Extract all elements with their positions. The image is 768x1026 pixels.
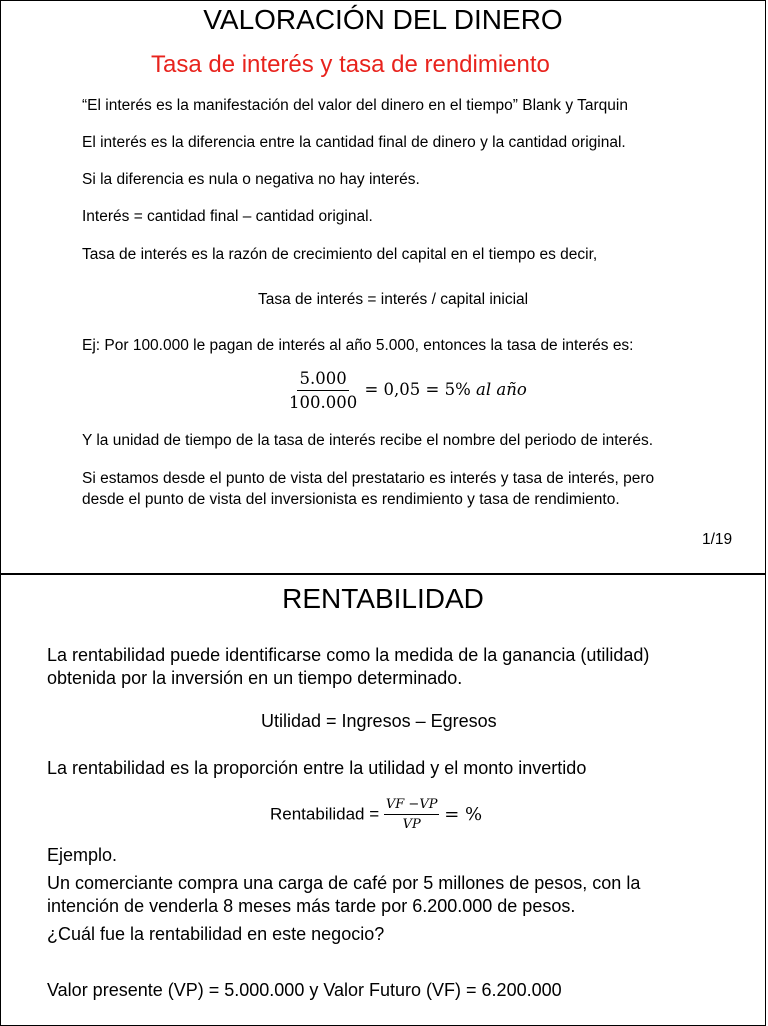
period-text: Y la unidad de tiempo de la tasa de interés recibe el nombre del periodo de interés. bbox=[82, 432, 653, 449]
rate-result: = 0,05 = 5% bbox=[364, 380, 471, 399]
rate-denominator: 100.000 bbox=[289, 393, 358, 412]
rate-definition: Tasa de interés es la razón de crecimiento del capital en el tiempo es decir, bbox=[82, 246, 598, 263]
rentabilidad-denominator: VP bbox=[402, 817, 421, 832]
values-text: Valor presente (VP) = 5.000.000 y Valor Futuro (VF) = 6.200.000 bbox=[47, 980, 562, 1000]
slide-1-subtitle: Tasa de interés y tasa de rendimiento bbox=[151, 51, 550, 78]
interest-formula-text: Interés = cantidad final – cantidad original. bbox=[82, 208, 373, 225]
rentabilidad-fraction bbox=[384, 797, 440, 832]
no-interest-text: Si la diferencia es nula o negativa no hay interés. bbox=[82, 171, 420, 188]
rentabilidad-numerator: VF −VP bbox=[384, 797, 440, 815]
page-number: 1/19 bbox=[702, 531, 733, 548]
slide-2 bbox=[0, 574, 766, 1026]
proportion-text: La rentabilidad es la proporción entre la utilidad y el monto invertido bbox=[47, 758, 587, 778]
interest-definition: El interés es la diferencia entre la cantidad final de dinero y la cantidad original. bbox=[82, 134, 626, 151]
utility-formula: Utilidad = Ingresos – Egresos bbox=[261, 711, 497, 731]
example-text: Ej: Por 100.000 le pagan de interés al año 5.000, entonces la tasa de interés es: bbox=[82, 337, 634, 354]
viewpoint-text-line-2: desde el punto de vista del inversionista es rendimiento y tasa de rendimiento. bbox=[82, 491, 620, 508]
ejemplo-heading: Ejemplo. bbox=[47, 845, 118, 865]
quote-text: “El interés es la manifestación del valor del dinero en el tiempo” Blank y Tarquin bbox=[82, 97, 628, 114]
example-line-1: Un comerciante compra una carga de café por 5 millones de pesos, con la bbox=[47, 873, 641, 893]
viewpoint-text-line-1: Si estamos desde el punto de vista del prestatario es interés y tasa de interés, pero bbox=[82, 470, 655, 487]
rentabilidad-definition-line-2: obtenida por la inversión en un tiempo determinado. bbox=[47, 668, 463, 688]
rentabilidad-label: Rentabilidad = bbox=[270, 804, 384, 824]
slide-2-title: RENTABILIDAD bbox=[282, 583, 484, 614]
rate-fraction bbox=[287, 369, 359, 412]
rentabilidad-equation bbox=[270, 797, 482, 832]
example-line-2: intención de venderla 8 meses más tarde por 6.200.000 de pesos. bbox=[47, 896, 576, 916]
rentabilidad-definition-line-1: La rentabilidad puede identificarse como la medida de la ganancia (utilidad) bbox=[47, 645, 650, 665]
slide-1-title: VALORACIÓN DEL DINERO bbox=[203, 4, 563, 35]
question-text: ¿Cuál fue la rentabilidad en este negocio? bbox=[47, 924, 385, 944]
rate-formula: Tasa de interés = interés / capital inicial bbox=[258, 291, 529, 308]
rate-numerator: 5.000 bbox=[297, 369, 348, 391]
rate-unit: al año bbox=[470, 380, 527, 399]
rentabilidad-result: = % bbox=[444, 804, 483, 825]
rate-equation bbox=[287, 369, 527, 412]
